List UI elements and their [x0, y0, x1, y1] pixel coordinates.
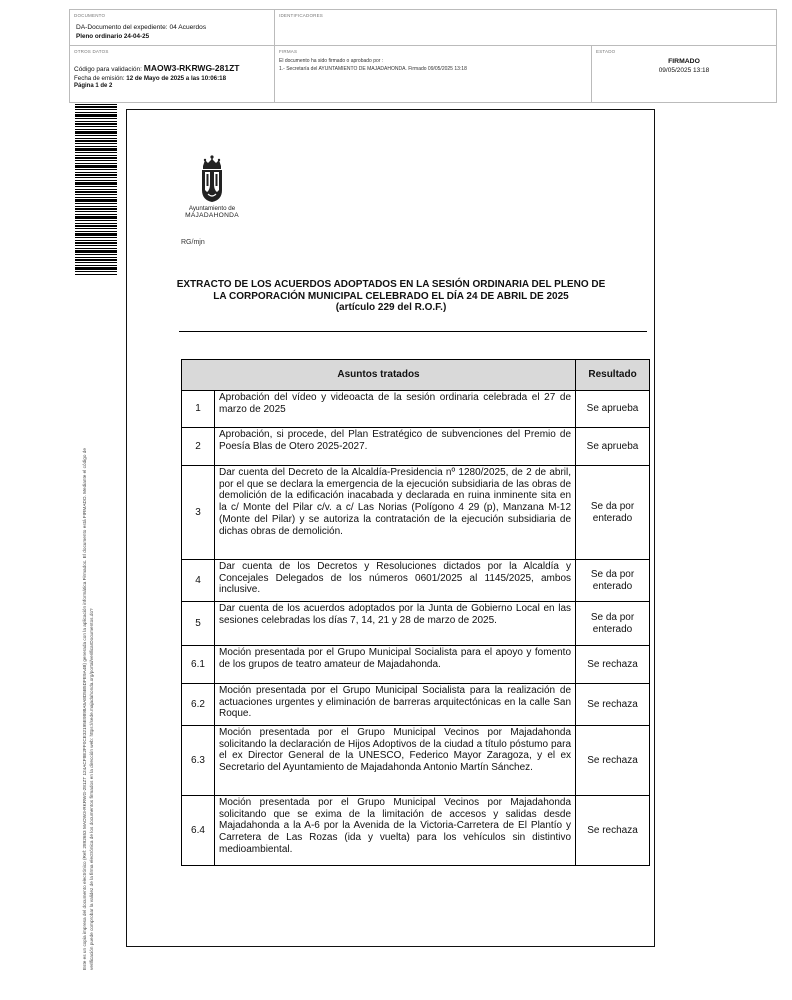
otros-label: OTROS DATOS: [74, 49, 109, 54]
row-number: 3: [182, 466, 215, 560]
table-row: [182, 602, 650, 646]
table-row: [182, 726, 650, 796]
table-header-row: [182, 360, 650, 391]
side-text-line1: Este es un copia impresa del documento electrónico (Ref: 2892653 MAOW3-RKRWG-281ZT 124ACF8E2FF0CE32195E9898A5A8D5B5DFE9A4B) generada con la aplicación informática Firmadoc. El documento está FIRMADO. Mediante el código de: [82, 448, 87, 970]
row-number: 6.3: [182, 726, 215, 796]
row-result: Se da por enterado: [576, 560, 650, 602]
documento-cell: [70, 10, 275, 46]
estado-cell: [592, 46, 776, 102]
row-result: Se rechaza: [576, 646, 650, 684]
row-description: Aprobación del vídeo y videoacta de la sesión ordinaria celebrada el 27 de marzo de 2025: [215, 391, 576, 428]
row-description: Aprobación, si procede, del Plan Estratégico de subvenciones del Premio de Poesía Blas de Otero 2025-2027.: [215, 428, 576, 466]
fecha-prefix: Fecha de emisión:: [74, 75, 125, 82]
row-result: Se rechaza: [576, 684, 650, 726]
row-result: Se aprueba: [576, 428, 650, 466]
firmas-line2: 1.- Secretaría del AYUNTAMIENTO DE MAJADAHONDA. Firmado 09/05/2025 13:18: [279, 66, 467, 72]
acuerdos-table: [181, 359, 650, 866]
page-counter: Página 1 de 2: [74, 83, 113, 89]
row-result: Se da por enterado: [576, 466, 650, 560]
estado-date: 09/05/2025 13:18: [658, 67, 710, 74]
table-row: [182, 796, 650, 866]
table-row: [182, 391, 650, 428]
verification-side-text: [81, 300, 95, 970]
document-title: [175, 279, 607, 314]
logo-line2: MAJADAHONDA: [185, 212, 239, 219]
header-resultado: Resultado: [576, 360, 650, 391]
barcode: [75, 104, 117, 276]
row-result: Se aprueba: [576, 391, 650, 428]
title-line3: (artículo 229 del R.O.F.): [335, 302, 447, 313]
row-description: Moción presentada por el Grupo Municipal Socialista para el apoyo y fomento de los grupos de teatro amateur de Majadahonda.: [215, 646, 576, 684]
row-description: Moción presentada por el Grupo Municipal Vecinos por Majadahonda solicitando que se exima de la limitación de accesos y salidas desde Majadahonda a la A-6 por la Avenida de la Victoria-Carretera de El Plantío y Carretera de Las Rozas (ida y vuelta) para los vehículos sin distintivo medioambiental.: [215, 796, 576, 866]
firmas-line1: El documento ha sido firmado o aprobado por :: [279, 58, 384, 64]
row-number: 6.1: [182, 646, 215, 684]
signature-header: [69, 9, 777, 103]
emission-date: 12 de Mayo de 2025 a las 10:06:18: [126, 75, 227, 82]
row-number: 6.2: [182, 684, 215, 726]
row-description: Moción presentada por el Grupo Municipal Socialista para la realización de actuaciones urgentes y eliminación de barreras arquitectónicas en la calle San Roque.: [215, 684, 576, 726]
identificadores-label: IDENTIFICADORES: [279, 13, 324, 18]
row-result: Se rechaza: [576, 796, 650, 866]
table-row: [182, 684, 650, 726]
title-divider: [179, 331, 647, 332]
table-row: [182, 560, 650, 602]
document-page: [126, 109, 655, 947]
firmas-label: FIRMAS: [279, 49, 298, 54]
validation-code: MAOW3-RKRWG-281ZT: [143, 63, 240, 73]
identificadores-cell: [275, 10, 776, 46]
coat-of-arms-icon: [197, 154, 227, 204]
municipal-logo: [181, 154, 243, 224]
row-number: 6.4: [182, 796, 215, 866]
table-row: [182, 428, 650, 466]
estado-status: FIRMADO: [668, 58, 700, 65]
title-line1: EXTRACTO DE LOS ACUERDOS ADOPTADOS EN LA SESIÓN ORDINARIA DEL PLENO DE: [176, 279, 606, 290]
otros-datos-cell: [70, 46, 275, 102]
title-line2: LA CORPORACIÓN MUNICIPAL CELEBRADO EL DÍA 24 DE ABRIL DE 2025: [213, 290, 569, 302]
row-number: 2: [182, 428, 215, 466]
documento-line1: DA-Documento del expediente: 04 Acuerdos: [76, 24, 207, 31]
side-text-line2: verificación puede comprobar la validez de la firma electrónica de los documentos firmados en la dirección web: https://sede.majadahonda.org/portal/verificarDocumentos.do?: [89, 608, 94, 970]
row-number: 5: [182, 602, 215, 646]
documento-label: DOCUMENTO: [74, 13, 106, 18]
row-description: Dar cuenta del Decreto de la Alcaldía-Presidencia nº 1280/2025, de 2 de abril, por el que se declara la emergencia de la ejecución subsidiaria de las obras de demolición de la edificación inacabada y declarada en ruina inminente sita en la c/ Monte del Pilar c/v. a c/ Las Norias (Polígono 4 29 (p), Manzana M-12 (Monte del Pilar) y se autoriza la contratación de la ejecución subsidiaria de dichas obras de demolición.: [215, 466, 576, 560]
documento-line2: Pleno ordinario 24-04-25: [76, 33, 150, 40]
estado-label: ESTADO: [596, 49, 616, 54]
row-result: Se da por enterado: [576, 602, 650, 646]
row-number: 4: [182, 560, 215, 602]
table-row: [182, 646, 650, 684]
row-description: Dar cuenta de los Decretos y Resoluciones dictados por la Alcaldía y Concejales Delegados de los números 0601/2025 al 1145/2025, ambos inclusive.: [215, 560, 576, 602]
firmas-cell: [275, 46, 592, 102]
logo-line1: Ayuntamiento de: [188, 205, 236, 212]
reference-initials: RG/mjn: [181, 239, 205, 246]
row-description: Moción presentada por el Grupo Municipal Vecinos por Majadahonda solicitando la declaración de Hijos Adoptivos de la ciudad a título póstumo para el ex Director General de la UNESCO, Federico Mayor Zaragoza, y el ex Secretario del Ayuntamiento de Majadahonda Antonio Martín Sánchez.: [215, 726, 576, 796]
header-asuntos: Asuntos tratados: [182, 360, 576, 391]
row-result: Se rechaza: [576, 726, 650, 796]
table-row: [182, 466, 650, 560]
row-description: Dar cuenta de los acuerdos adoptados por la Junta de Gobierno Local en las sesiones celebradas los días 7, 14, 21 y 28 de marzo de 2025.: [215, 602, 576, 646]
codigo-prefix: Código para validación:: [74, 66, 142, 73]
row-number: 1: [182, 391, 215, 428]
